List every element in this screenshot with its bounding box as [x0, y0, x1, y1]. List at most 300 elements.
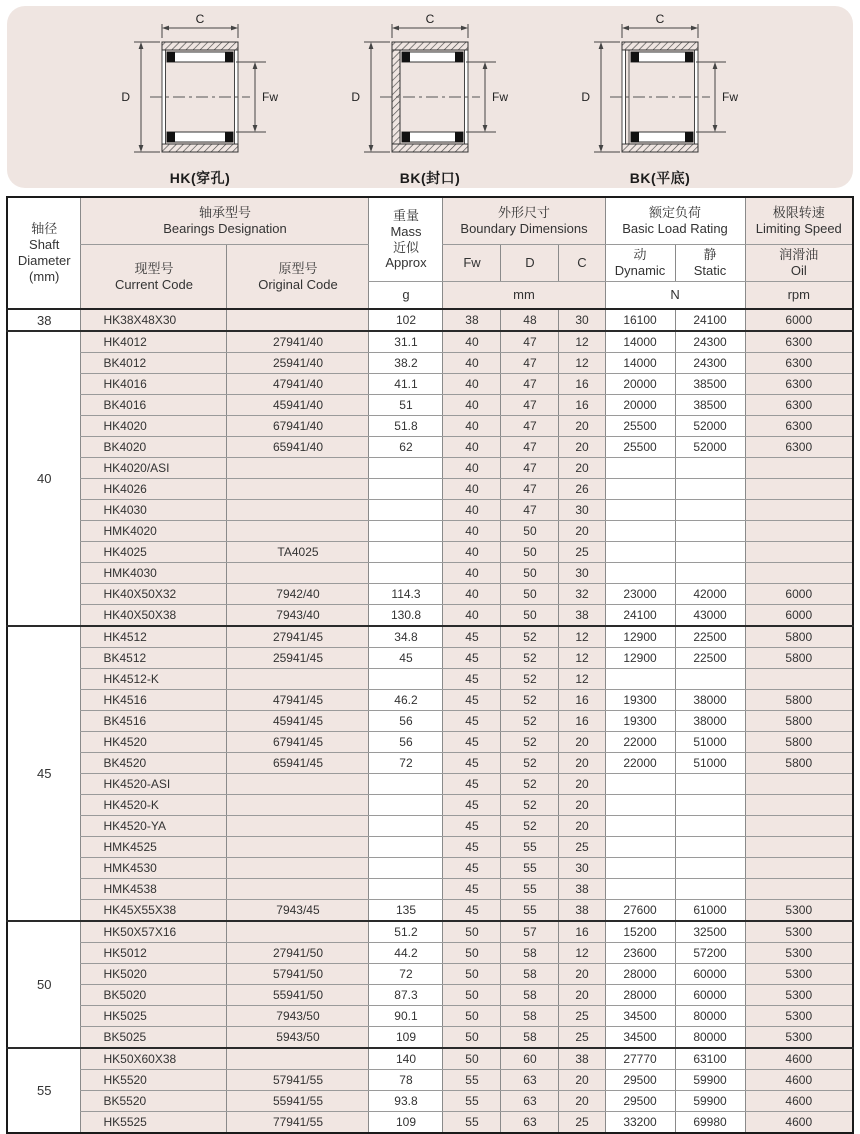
mass-cell: 34.8: [369, 626, 443, 648]
d-cell: 50: [501, 542, 559, 563]
original-code-cell: 77941/55: [227, 1112, 369, 1134]
fw-cell: 45: [443, 837, 501, 858]
mass-cell: 78: [369, 1070, 443, 1091]
static-load-cell: 22500: [675, 626, 745, 648]
table-row: [7, 816, 853, 837]
header-shaft-en1: Shaft: [29, 237, 60, 253]
header-boundary-dimensions: [443, 197, 605, 245]
fw-cell: 50: [443, 943, 501, 964]
d-cell: 58: [501, 964, 559, 985]
c-cell: 38: [559, 900, 605, 922]
current-code-cell: HK4512-K: [81, 669, 227, 690]
table-row: [7, 479, 853, 500]
fw-cell: 40: [443, 479, 501, 500]
d-cell: 52: [501, 774, 559, 795]
d-cell: 50: [501, 563, 559, 584]
mass-cell: [369, 837, 443, 858]
d-cell: 47: [501, 331, 559, 353]
static-load-cell: 60000: [675, 964, 745, 985]
dynamic-load-cell: 28000: [605, 985, 675, 1006]
header-original-code: [227, 245, 369, 310]
original-code-cell: [227, 479, 369, 500]
header-shaft-cn: 轴径: [31, 221, 58, 237]
c-cell: 25: [559, 1006, 605, 1027]
d-cell: 63: [501, 1091, 559, 1112]
oil-speed-cell: [745, 479, 853, 500]
bearing-cross-section-bk-flat-icon: [556, 12, 764, 170]
table-row: [7, 374, 853, 395]
original-code-cell: 67941/40: [227, 416, 369, 437]
dynamic-load-cell: 34500: [605, 1006, 675, 1027]
dynamic-load-cell: 25500: [605, 416, 675, 437]
c-cell: 25: [559, 542, 605, 563]
d-cell: 55: [501, 837, 559, 858]
d-cell: 50: [501, 521, 559, 542]
fw-cell: 45: [443, 816, 501, 837]
fw-cell: 55: [443, 1070, 501, 1091]
header-load-cn: 额定负荷: [649, 205, 702, 221]
mass-cell: 41.1: [369, 374, 443, 395]
mass-cell: 102: [369, 309, 443, 331]
c-cell: 38: [559, 1048, 605, 1070]
mass-cell: [369, 816, 443, 837]
table-row: [7, 437, 853, 458]
table-row: [7, 669, 853, 690]
header-fw: Fw: [443, 245, 501, 282]
original-code-cell: 27941/40: [227, 331, 369, 353]
oil-speed-cell: 5300: [745, 921, 853, 943]
c-cell: 20: [559, 753, 605, 774]
original-code-cell: [227, 669, 369, 690]
header-dynamic: [605, 245, 675, 282]
header-current-code: [81, 245, 227, 310]
original-code-cell: [227, 458, 369, 479]
d-cell: 52: [501, 816, 559, 837]
static-load-cell: 59900: [675, 1091, 745, 1112]
current-code-cell: HK4012: [81, 331, 227, 353]
d-cell: 57: [501, 921, 559, 943]
original-code-cell: 7943/40: [227, 605, 369, 627]
fw-cell: 40: [443, 458, 501, 479]
header-unit-n: N: [605, 282, 745, 310]
fw-cell: 40: [443, 331, 501, 353]
current-code-cell: HMK4525: [81, 837, 227, 858]
diagram-bk-sealed: [326, 12, 534, 188]
dynamic-load-cell: 15200: [605, 921, 675, 943]
c-cell: 16: [559, 395, 605, 416]
mass-cell: [369, 879, 443, 900]
dynamic-load-cell: 12900: [605, 626, 675, 648]
original-code-cell: [227, 858, 369, 879]
current-code-cell: BK4516: [81, 711, 227, 732]
dim-label-c: C: [195, 12, 205, 26]
oil-speed-cell: [745, 500, 853, 521]
c-cell: 25: [559, 1112, 605, 1134]
header-designation-en: Bearings Designation: [163, 221, 287, 236]
c-cell: 16: [559, 374, 605, 395]
static-load-cell: 38500: [675, 395, 745, 416]
current-code-cell: HK4520: [81, 732, 227, 753]
static-load-cell: 80000: [675, 1006, 745, 1027]
fw-cell: 55: [443, 1112, 501, 1134]
fw-cell: 45: [443, 626, 501, 648]
static-load-cell: 69980: [675, 1112, 745, 1134]
table-row: [7, 331, 853, 353]
header-dynamic-en: Dynamic: [614, 263, 666, 278]
header-limiting-speed: [745, 197, 853, 245]
table-row: [7, 416, 853, 437]
current-code-cell: HK4516: [81, 690, 227, 711]
dynamic-load-cell: [605, 879, 675, 900]
dynamic-load-cell: [605, 858, 675, 879]
c-cell: 30: [559, 858, 605, 879]
oil-speed-cell: 6300: [745, 374, 853, 395]
dynamic-load-cell: [605, 500, 675, 521]
header-c: C: [559, 245, 605, 282]
table-row: [7, 795, 853, 816]
dim-label-c: C: [655, 12, 665, 26]
dynamic-load-cell: 27600: [605, 900, 675, 922]
d-cell: 58: [501, 985, 559, 1006]
current-code-cell: BK4512: [81, 648, 227, 669]
mass-cell: 135: [369, 900, 443, 922]
bearing-cross-section-bk-sealed-icon: [326, 12, 534, 170]
c-cell: 12: [559, 626, 605, 648]
dim-label-fw: Fw: [492, 90, 508, 104]
static-load-cell: [675, 879, 745, 900]
mass-cell: 31.1: [369, 331, 443, 353]
mass-cell: 56: [369, 711, 443, 732]
dynamic-load-cell: 12900: [605, 648, 675, 669]
dynamic-load-cell: [605, 669, 675, 690]
c-cell: 20: [559, 795, 605, 816]
header-designation-cn: 轴承型号: [198, 205, 251, 221]
c-cell: 30: [559, 309, 605, 331]
header-mass: [369, 197, 443, 282]
oil-speed-cell: [745, 837, 853, 858]
table-row: [7, 943, 853, 964]
table-row: [7, 1070, 853, 1091]
original-code-cell: 5943/50: [227, 1027, 369, 1049]
oil-speed-cell: 6000: [745, 605, 853, 627]
table-row: [7, 584, 853, 605]
static-load-cell: 59900: [675, 1070, 745, 1091]
fw-cell: 50: [443, 1048, 501, 1070]
fw-cell: 40: [443, 584, 501, 605]
fw-cell: 50: [443, 921, 501, 943]
table-row: [7, 690, 853, 711]
current-code-cell: HK38X48X30: [81, 309, 227, 331]
d-cell: 55: [501, 900, 559, 922]
oil-speed-cell: 6300: [745, 331, 853, 353]
mass-cell: 56: [369, 732, 443, 753]
mass-cell: 140: [369, 1048, 443, 1070]
static-load-cell: [675, 521, 745, 542]
original-code-cell: 57941/55: [227, 1070, 369, 1091]
mass-cell: 90.1: [369, 1006, 443, 1027]
mass-cell: 51.2: [369, 921, 443, 943]
header-basic-load-rating: [605, 197, 745, 245]
header-boundary-en: Boundary Dimensions: [460, 221, 588, 236]
d-cell: 52: [501, 648, 559, 669]
d-cell: 52: [501, 690, 559, 711]
header-bearings-designation: [81, 197, 369, 245]
table-row: [7, 458, 853, 479]
d-cell: 47: [501, 416, 559, 437]
dynamic-load-cell: 25500: [605, 437, 675, 458]
header-boundary-cn: 外形尺寸: [497, 205, 550, 221]
dynamic-load-cell: [605, 795, 675, 816]
table-row: [7, 353, 853, 374]
table-row: [7, 921, 853, 943]
mass-cell: 44.2: [369, 943, 443, 964]
d-cell: 50: [501, 605, 559, 627]
c-cell: 30: [559, 563, 605, 584]
static-load-cell: 24100: [675, 309, 745, 331]
dim-label-c: C: [425, 12, 435, 26]
dynamic-load-cell: 23600: [605, 943, 675, 964]
fw-cell: 40: [443, 437, 501, 458]
dynamic-load-cell: 23000: [605, 584, 675, 605]
table-row: [7, 521, 853, 542]
shaft-diameter-cell: 55: [7, 1048, 81, 1133]
original-code-cell: [227, 500, 369, 521]
table-row: [7, 626, 853, 648]
dim-label-fw: Fw: [262, 90, 278, 104]
table-row: [7, 1027, 853, 1049]
diagram-caption-bk-flat: BK(平底): [629, 170, 691, 186]
current-code-cell: BK5025: [81, 1027, 227, 1049]
table-row: [7, 753, 853, 774]
fw-cell: 45: [443, 690, 501, 711]
header-oil: [745, 245, 853, 282]
fw-cell: 40: [443, 605, 501, 627]
original-code-cell: [227, 1048, 369, 1070]
table-row: [7, 542, 853, 563]
table-row: [7, 1112, 853, 1134]
current-code-cell: HK40X50X32: [81, 584, 227, 605]
static-load-cell: 32500: [675, 921, 745, 943]
c-cell: 12: [559, 943, 605, 964]
c-cell: 30: [559, 500, 605, 521]
c-cell: 20: [559, 985, 605, 1006]
static-load-cell: 38500: [675, 374, 745, 395]
oil-speed-cell: 5800: [745, 711, 853, 732]
original-code-cell: 7943/45: [227, 900, 369, 922]
static-load-cell: [675, 774, 745, 795]
shaft-diameter-cell: 50: [7, 921, 81, 1048]
c-cell: 12: [559, 331, 605, 353]
static-load-cell: [675, 500, 745, 521]
header-current-en: Current Code: [114, 276, 193, 292]
oil-speed-cell: 5800: [745, 626, 853, 648]
static-load-cell: 61000: [675, 900, 745, 922]
c-cell: 16: [559, 711, 605, 732]
dynamic-load-cell: 20000: [605, 374, 675, 395]
header-oil-en: Oil: [790, 263, 807, 278]
dim-label-d: D: [121, 90, 130, 104]
static-load-cell: [675, 458, 745, 479]
fw-cell: 50: [443, 985, 501, 1006]
d-cell: 47: [501, 374, 559, 395]
static-load-cell: [675, 816, 745, 837]
d-cell: 47: [501, 437, 559, 458]
dynamic-load-cell: [605, 837, 675, 858]
current-code-cell: HK4520-ASI: [81, 774, 227, 795]
oil-speed-cell: [745, 774, 853, 795]
c-cell: 25: [559, 1027, 605, 1049]
mass-cell: 93.8: [369, 1091, 443, 1112]
d-cell: 52: [501, 795, 559, 816]
oil-speed-cell: [745, 879, 853, 900]
original-code-cell: 7942/40: [227, 584, 369, 605]
header-approx-cn: 近似: [392, 239, 419, 255]
static-load-cell: 52000: [675, 437, 745, 458]
c-cell: 32: [559, 584, 605, 605]
static-load-cell: [675, 542, 745, 563]
table-row: [7, 711, 853, 732]
current-code-cell: HK4020: [81, 416, 227, 437]
original-code-cell: 47941/40: [227, 374, 369, 395]
current-code-cell: HMK4538: [81, 879, 227, 900]
current-code-cell: HK4520-K: [81, 795, 227, 816]
c-cell: 20: [559, 1091, 605, 1112]
table-row: [7, 1091, 853, 1112]
oil-speed-cell: 4600: [745, 1112, 853, 1134]
mass-cell: [369, 795, 443, 816]
dynamic-load-cell: 24100: [605, 605, 675, 627]
table-row: [7, 648, 853, 669]
table-row: [7, 309, 853, 331]
static-load-cell: [675, 795, 745, 816]
mass-cell: 72: [369, 964, 443, 985]
static-load-cell: 80000: [675, 1027, 745, 1049]
current-code-cell: HK50X60X38: [81, 1048, 227, 1070]
fw-cell: 45: [443, 753, 501, 774]
oil-speed-cell: 5800: [745, 648, 853, 669]
current-code-cell: BK5020: [81, 985, 227, 1006]
original-code-cell: [227, 795, 369, 816]
current-code-cell: BK4520: [81, 753, 227, 774]
mass-cell: 45: [369, 648, 443, 669]
c-cell: 16: [559, 690, 605, 711]
fw-cell: 45: [443, 900, 501, 922]
fw-cell: 40: [443, 374, 501, 395]
current-code-cell: BK4012: [81, 353, 227, 374]
header-dynamic-cn: 动: [633, 247, 647, 263]
static-load-cell: 38000: [675, 711, 745, 732]
header-static-en: Static: [693, 263, 727, 278]
static-load-cell: 43000: [675, 605, 745, 627]
fw-cell: 40: [443, 563, 501, 584]
oil-speed-cell: [745, 816, 853, 837]
dynamic-load-cell: [605, 774, 675, 795]
dynamic-load-cell: 27770: [605, 1048, 675, 1070]
diagram-caption-hk: HK(穿孔): [169, 170, 231, 186]
c-cell: 20: [559, 964, 605, 985]
d-cell: 48: [501, 309, 559, 331]
fw-cell: 40: [443, 416, 501, 437]
dynamic-load-cell: [605, 458, 675, 479]
fw-cell: 40: [443, 521, 501, 542]
oil-speed-cell: 6000: [745, 309, 853, 331]
mass-cell: 46.2: [369, 690, 443, 711]
current-code-cell: HK5525: [81, 1112, 227, 1134]
static-load-cell: [675, 669, 745, 690]
mass-cell: 51: [369, 395, 443, 416]
static-load-cell: 60000: [675, 985, 745, 1006]
static-load-cell: 22500: [675, 648, 745, 669]
dynamic-load-cell: [605, 479, 675, 500]
oil-speed-cell: 5300: [745, 964, 853, 985]
mass-cell: [369, 669, 443, 690]
shaft-diameter-cell: 45: [7, 626, 81, 921]
current-code-cell: BK5520: [81, 1091, 227, 1112]
table-body: [7, 309, 853, 1133]
dynamic-load-cell: 29500: [605, 1091, 675, 1112]
mass-cell: 38.2: [369, 353, 443, 374]
original-code-cell: 57941/50: [227, 964, 369, 985]
header-mass-en: Mass: [390, 223, 422, 239]
oil-speed-cell: [745, 795, 853, 816]
dynamic-load-cell: 19300: [605, 690, 675, 711]
current-code-cell: BK4016: [81, 395, 227, 416]
static-load-cell: 38000: [675, 690, 745, 711]
d-cell: 52: [501, 669, 559, 690]
oil-speed-cell: 6000: [745, 584, 853, 605]
original-code-cell: [227, 837, 369, 858]
static-load-cell: 24300: [675, 353, 745, 374]
static-load-cell: 63100: [675, 1048, 745, 1070]
d-cell: 60: [501, 1048, 559, 1070]
header-speed-cn: 极限转速: [772, 205, 825, 221]
static-load-cell: [675, 837, 745, 858]
current-code-cell: HK5520: [81, 1070, 227, 1091]
static-load-cell: 24300: [675, 331, 745, 353]
d-cell: 55: [501, 879, 559, 900]
mass-cell: [369, 563, 443, 584]
fw-cell: 38: [443, 309, 501, 331]
header-mass-cn: 重量: [392, 207, 419, 223]
current-code-cell: HK4016: [81, 374, 227, 395]
static-load-cell: 57200: [675, 943, 745, 964]
original-code-cell: 25941/45: [227, 648, 369, 669]
c-cell: 20: [559, 774, 605, 795]
current-code-cell: HK4520-YA: [81, 816, 227, 837]
d-cell: 47: [501, 479, 559, 500]
oil-speed-cell: 6300: [745, 416, 853, 437]
original-code-cell: [227, 521, 369, 542]
c-cell: 20: [559, 816, 605, 837]
fw-cell: 45: [443, 879, 501, 900]
static-load-cell: [675, 858, 745, 879]
fw-cell: 40: [443, 395, 501, 416]
bearing-cross-section-hk-icon: [96, 12, 304, 170]
dynamic-load-cell: 28000: [605, 964, 675, 985]
d-cell: 58: [501, 1006, 559, 1027]
current-code-cell: HK4030: [81, 500, 227, 521]
mass-cell: [369, 500, 443, 521]
table-row: [7, 1006, 853, 1027]
fw-cell: 50: [443, 1006, 501, 1027]
oil-speed-cell: [745, 563, 853, 584]
oil-speed-cell: 5800: [745, 732, 853, 753]
d-cell: 55: [501, 858, 559, 879]
dynamic-load-cell: 29500: [605, 1070, 675, 1091]
header-d: D: [501, 245, 559, 282]
dynamic-load-cell: 22000: [605, 732, 675, 753]
c-cell: 20: [559, 416, 605, 437]
